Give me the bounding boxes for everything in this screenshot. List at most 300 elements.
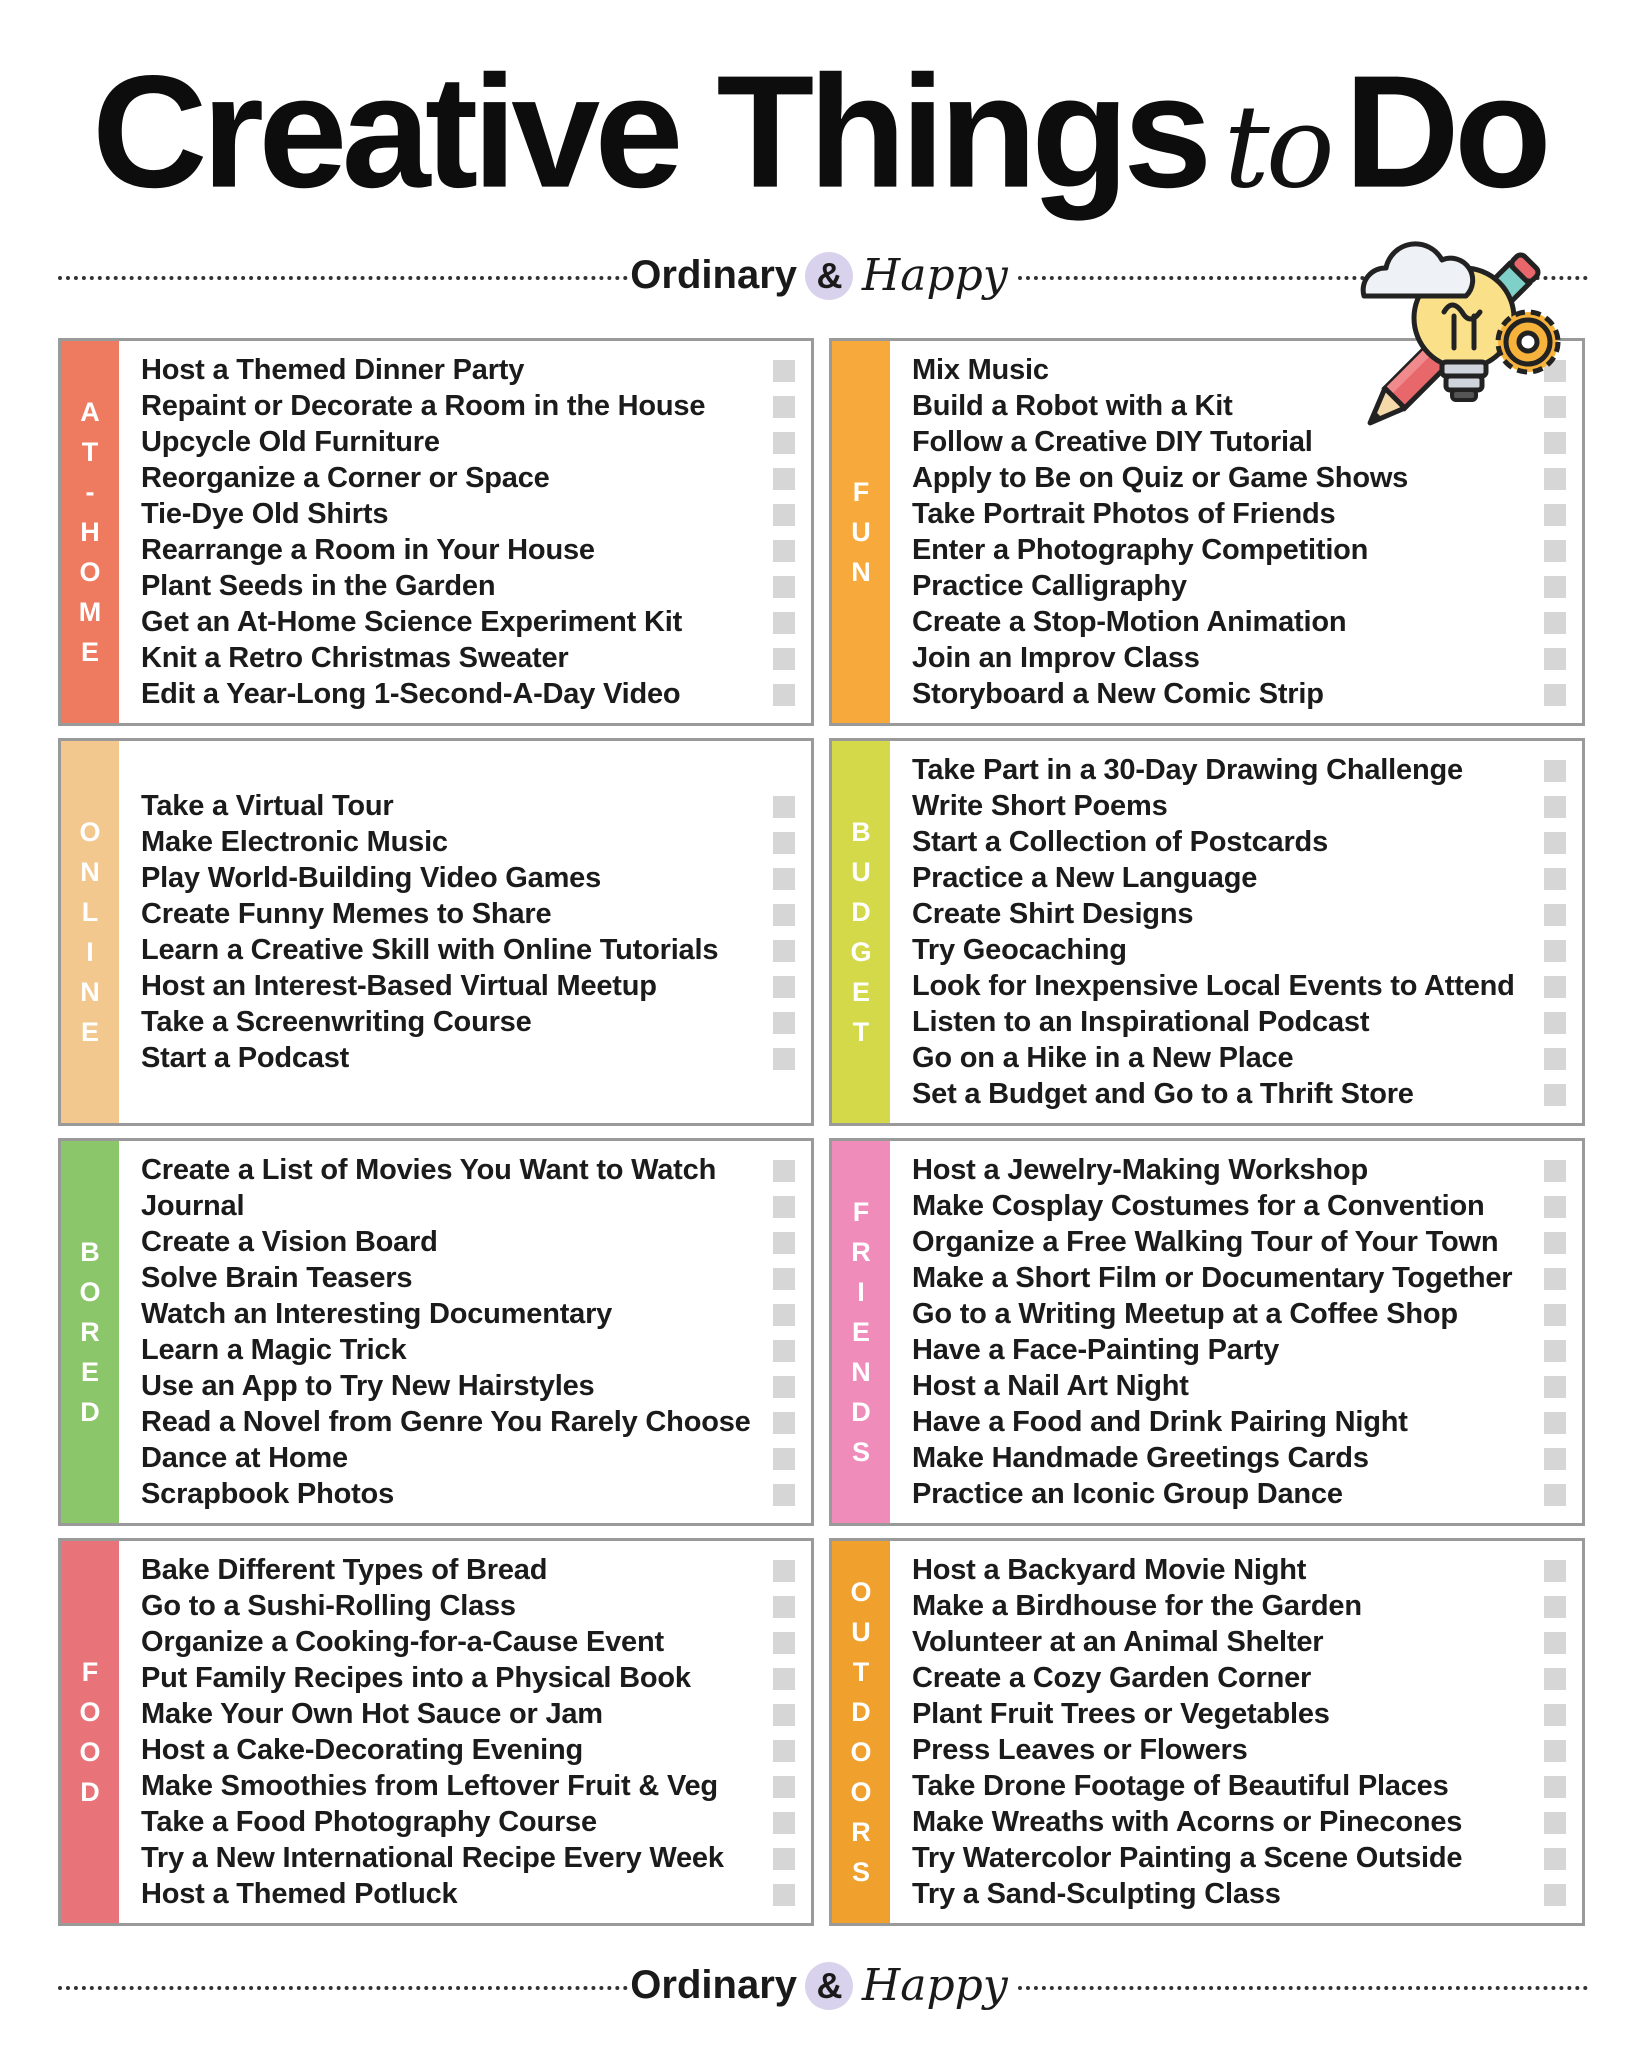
checklist-item-label: Play World-Building Video Games [141,862,602,894]
checklist-item [141,932,797,968]
checklist-item-label: Apply to Be on Quiz or Game Shows [912,462,1409,494]
checkbox[interactable] [773,904,795,926]
section-label-letter: S [851,1857,870,1887]
checkbox[interactable] [1544,1596,1566,1618]
checklist [141,1141,797,1523]
checkbox[interactable] [1544,1268,1566,1290]
section-label-letter: T [852,1017,870,1047]
section-food [58,1538,814,1926]
checklist-item-label: Host a Cake-Decorating Evening [141,1734,583,1766]
page-title [39,40,1599,224]
section-label-letter: D [80,1397,100,1427]
section-label-letter: E [80,1017,99,1047]
section-label-bar [61,1541,119,1923]
checkbox[interactable] [773,1196,795,1218]
checklist-item [141,896,797,932]
section-label-letter: B [80,1237,100,1267]
checklist-item-label: Learn a Magic Trick [141,1334,407,1366]
checklist-item [912,1624,1568,1660]
checklist-item-label: Press Leaves or Flowers [912,1734,1248,1766]
checkbox[interactable] [773,1776,795,1798]
checklist-item [141,1840,797,1876]
section-label-letter: O [79,1737,101,1767]
brand-ordinary-text: Ordinary [630,253,797,297]
section-label-letter: N [851,1357,871,1387]
checklist-item-label: Create Shirt Designs [912,898,1194,930]
checklist-item-label: Use an App to Try New Hairstyles [141,1370,595,1402]
checklist-item-label: Host a Jewelry-Making Workshop [912,1154,1368,1186]
checklist-item-label: Make a Short Film or Documentary Together [912,1262,1513,1294]
checklist-item-label: Storyboard a New Comic Strip [912,678,1324,710]
checkbox[interactable] [773,648,795,670]
checklist-item-label: Go to a Sushi-Rolling Class [141,1590,516,1622]
checklist-item [141,1588,797,1624]
checkbox[interactable] [773,1268,795,1290]
brand-happy-text: Happy [861,250,1008,301]
checklist-item [141,1476,797,1512]
checklist-item [912,1440,1568,1476]
checklist-item-label: Make a Birdhouse for the Garden [912,1590,1362,1622]
section-label-letter: E [851,1317,870,1347]
brand-ordinary-text: Ordinary [630,1963,797,2007]
checklist-item-label: Take Part in a 30-Day Drawing Challenge [912,754,1463,786]
section-label-letter: E [80,1357,99,1387]
checkbox[interactable] [1544,832,1566,854]
checkbox[interactable] [773,1740,795,1762]
section-label-letter: O [79,557,101,587]
checklist-item-label: Knit a Retro Christmas Sweater [141,642,569,674]
checklist-item [141,1004,797,1040]
checklist-item [141,532,797,568]
section-label-bar [61,1141,119,1523]
checklist-item [141,824,797,860]
checklist-item-label: Create a Cozy Garden Corner [912,1662,1312,1694]
checkbox[interactable] [1544,684,1566,706]
checklist-item [912,532,1568,568]
section-label-letter: H [80,517,100,547]
checkbox[interactable] [773,1304,795,1326]
checkbox[interactable] [773,1340,795,1362]
section-label-letter: B [851,817,871,847]
checklist-item-label: Try Geocaching [912,934,1127,966]
checkbox[interactable] [1544,868,1566,890]
checklist-item [141,788,797,824]
checkbox[interactable] [1544,1340,1566,1362]
section-label-letter: - [85,477,95,507]
checklist-item-label: Start a Podcast [141,1042,350,1074]
checklist-item [141,1696,797,1732]
checklist-item-label: Put Family Recipes into a Physical Book [141,1662,691,1694]
checklist [912,1541,1568,1923]
checklist-item [141,1152,797,1188]
section-label-letter: L [81,897,99,927]
checklist-item [912,824,1568,860]
checkbox[interactable] [773,832,795,854]
section-label-letter: D [851,1697,871,1727]
checklist-item-label: Make Your Own Hot Sauce or Jam [141,1698,603,1730]
checklist-item [912,1040,1568,1076]
checkbox[interactable] [1544,1412,1566,1434]
checkbox[interactable] [1544,504,1566,526]
checklist-item-label: Make Cosplay Costumes for a Convention [912,1190,1485,1222]
section-at-home [58,338,814,726]
checklist-item [141,1296,797,1332]
checklist-item [141,1732,797,1768]
section-label-letter: N [80,977,100,1007]
checklist-item-label: Rearrange a Room in Your House [141,534,595,566]
checklist-item-label: Build a Robot with a Kit [912,390,1233,422]
checkbox[interactable] [773,1848,795,1870]
checklist-item-label: Watch an Interesting Documentary [141,1298,613,1330]
checklist-item-label: Plant Seeds in the Garden [141,570,496,602]
checkbox[interactable] [773,1812,795,1834]
checklist-item [141,352,797,388]
cloud-icon [1363,244,1473,296]
checklist-item [141,1876,797,1912]
checkbox[interactable] [1544,612,1566,634]
checkbox[interactable] [1544,796,1566,818]
checkbox[interactable] [1544,1012,1566,1034]
checklist-item [912,568,1568,604]
checklist-item [912,1840,1568,1876]
section-bored [58,1138,814,1526]
checkbox[interactable] [773,1596,795,1618]
checkbox[interactable] [1544,1848,1566,1870]
section-label-letter: D [80,1777,100,1807]
checklist-item [912,968,1568,1004]
checkbox[interactable] [1544,1484,1566,1506]
checkbox[interactable] [1544,1740,1566,1762]
checkbox[interactable] [1544,940,1566,962]
checklist-item-label: Follow a Creative DIY Tutorial [912,426,1313,458]
brand-logo [0,1960,1638,2011]
section-budget [829,738,1585,1126]
checkbox[interactable] [773,1448,795,1470]
checkbox[interactable] [773,1412,795,1434]
checklist-item-label: Create Funny Memes to Share [141,898,552,930]
checklist-item-label: Go to a Writing Meetup at a Coffee Shop [912,1298,1458,1330]
checklist-item [912,1368,1568,1404]
checkbox[interactable] [1544,540,1566,562]
creative-illustration [1352,226,1572,436]
checklist-item-label: Get an At-Home Science Experiment Kit [141,606,683,638]
checklist-item-label: Organize a Free Walking Tour of Your Town [912,1226,1499,1258]
checklist-item-label: Upcycle Old Furniture [141,426,440,458]
checkbox[interactable] [1544,1304,1566,1326]
checklist-item-label: Make Handmade Greetings Cards [912,1442,1369,1474]
checklist-item-label: Write Short Poems [912,790,1168,822]
checkbox[interactable] [1544,648,1566,670]
checklist-item [141,1332,797,1368]
checklist-item-label: Join an Improv Class [912,642,1200,674]
checklist-item [141,968,797,1004]
checklist-item [912,896,1568,932]
checklist-item-label: Enter a Photography Competition [912,534,1369,566]
checklist-item-label: Repaint or Decorate a Room in the House [141,390,706,422]
checklist-item [141,1624,797,1660]
checklist-item [141,1224,797,1260]
section-label-letter: I [86,937,94,967]
checklist-item-label: Tie-Dye Old Shirts [141,498,389,530]
checklist-item [141,1404,797,1440]
checklist [912,741,1568,1123]
checklist-item-label: Start a Collection of Postcards [912,826,1328,858]
checkbox[interactable] [773,1632,795,1654]
checkbox[interactable] [773,1232,795,1254]
checklist-item-label: Try Watercolor Painting a Scene Outside [912,1842,1463,1874]
checklist-item [141,1260,797,1296]
section-label-letter: A [80,397,100,427]
checklist-item [912,1076,1568,1112]
checkbox[interactable] [1544,576,1566,598]
checklist-item-label: Take Portrait Photos of Friends [912,498,1336,530]
section-label-bar [832,1541,890,1923]
checkbox[interactable] [773,940,795,962]
gear-icon [1498,312,1558,372]
section-label-letter: U [851,857,871,887]
checklist-item [912,1004,1568,1040]
checklist-item [141,460,797,496]
checklist-item-label: Try a New International Recipe Every Week [141,1842,724,1874]
checklist-item [912,860,1568,896]
checklist-item [912,1768,1568,1804]
checkbox[interactable] [1544,760,1566,782]
checkbox[interactable] [773,540,795,562]
section-label-letter: D [851,1397,871,1427]
checklist-item-label: Plant Fruit Trees or Vegetables [912,1698,1330,1730]
checklist-item [141,1368,797,1404]
checkbox[interactable] [1544,1776,1566,1798]
section-label-letter: D [851,897,871,927]
checkbox[interactable] [1544,904,1566,926]
checklist-item-label: Set a Budget and Go to a Thrift Store [912,1078,1414,1110]
checklist-item-label: Look for Inexpensive Local Events to Attend [912,970,1515,1002]
section-label-letter: O [850,1577,872,1607]
checklist-item [141,388,797,424]
checklist-item-label: Take Drone Footage of Beautiful Places [912,1770,1449,1802]
checklist-item-label: Make Smoothies from Leftover Fruit & Veg [141,1770,718,1802]
checkbox[interactable] [773,1012,795,1034]
checkbox[interactable] [773,1484,795,1506]
checkbox[interactable] [773,360,795,382]
checkbox[interactable] [773,504,795,526]
checklist-item-label: Learn a Creative Skill with Online Tutorials [141,934,719,966]
checklist-item [912,460,1568,496]
checklist-item-label: Go on a Hike in a New Place [912,1042,1294,1074]
title-end-text: Do [1344,41,1547,221]
checkbox[interactable] [1544,468,1566,490]
section-label-letter: R [80,1317,100,1347]
checklist-item [141,1552,797,1588]
section-label-letter: G [850,937,872,967]
checkbox[interactable] [1544,1704,1566,1726]
checklist-item-label: Practice a New Language [912,862,1258,894]
section-label-letter: R [851,1237,871,1267]
checklist-item-label: Host a Backyard Movie Night [912,1554,1307,1586]
checklist-item-label: Organize a Cooking-for-a-Cause Event [141,1626,664,1658]
checklist-item [141,640,797,676]
checklist-item [912,1660,1568,1696]
checklist-item [912,1404,1568,1440]
checkbox[interactable] [1544,1668,1566,1690]
checkbox[interactable] [1544,1632,1566,1654]
checklist-item-label: Try a Sand-Sculpting Class [912,1878,1281,1910]
checkbox[interactable] [773,468,795,490]
checkbox[interactable] [1544,1084,1566,1106]
checkbox[interactable] [1544,1048,1566,1070]
checkbox[interactable] [1544,1884,1566,1906]
section-label-letter: N [80,857,100,887]
checklist-item-label: Journal [141,1190,245,1222]
checklist-item [141,1660,797,1696]
checklist-item [912,752,1568,788]
checklist-item-label: Create a Stop-Motion Animation [912,606,1347,638]
checklist [141,341,797,723]
section-online [58,738,814,1126]
checkbox[interactable] [773,1668,795,1690]
checkbox[interactable] [773,684,795,706]
checklist-item [141,676,797,712]
checklist-item [141,1768,797,1804]
section-label-letter: O [79,817,101,847]
checkbox[interactable] [1544,1560,1566,1582]
checklist-item-label: Bake Different Types of Bread [141,1554,548,1586]
checklist-item-label: Take a Screenwriting Course [141,1006,532,1038]
checkbox[interactable] [1544,1160,1566,1182]
checkbox[interactable] [773,868,795,890]
section-label-letter: O [850,1737,872,1767]
checklist-item [912,1332,1568,1368]
section-label-bar [832,341,890,723]
checkbox[interactable] [773,396,795,418]
title-main-text: Creative Things [91,41,1207,221]
section-label-letter: U [851,1617,871,1647]
checkbox[interactable] [773,1884,795,1906]
checkbox[interactable] [773,576,795,598]
checklist-item [141,604,797,640]
section-label-letter: O [79,1277,101,1307]
checklist [141,1541,797,1923]
checklist-item [912,1224,1568,1260]
checklist-item-label: Mix Music [912,354,1049,386]
section-label-letter: F [852,477,870,507]
section-label-bar [832,1141,890,1523]
checklist-item [912,1876,1568,1912]
section-label-bar [61,741,119,1123]
checklist-item [141,424,797,460]
brand-ampersand: & [805,1962,853,2010]
checklist-item [141,1804,797,1840]
checklist-item-label: Host a Themed Dinner Party [141,354,525,386]
checkbox[interactable] [773,1376,795,1398]
section-label-letter: N [851,557,871,587]
checklist-item [912,1804,1568,1840]
section-label-letter: O [850,1777,872,1807]
checkbox[interactable] [1544,1812,1566,1834]
checklist-item-label: Scrapbook Photos [141,1478,394,1510]
checklist-item-label: Dance at Home [141,1442,348,1474]
checklist-item [141,1040,797,1076]
checklist-item-label: Practice an Iconic Group Dance [912,1478,1343,1510]
checkbox[interactable] [773,612,795,634]
checklist-item-label: Volunteer at an Animal Shelter [912,1626,1324,1658]
checklist-item-label: Edit a Year-Long 1-Second-A-Day Video [141,678,681,710]
checklist-item [912,604,1568,640]
brand-ampersand: & [805,252,853,300]
checkbox[interactable] [1544,1448,1566,1470]
checkbox[interactable] [773,1160,795,1182]
checkbox[interactable] [773,976,795,998]
checklist-item-label: Have a Food and Drink Pairing Night [912,1406,1408,1438]
checklist-item-label: Read a Novel from Genre You Rarely Choose [141,1406,751,1438]
section-label-bar [61,341,119,723]
checklist-item [141,568,797,604]
checklist-item [912,1732,1568,1768]
checklist-item [141,860,797,896]
section-label-letter: F [81,1657,99,1687]
checklist-item-label: Create a List of Movies You Want to Watch [141,1154,717,1186]
checklist [912,1141,1568,1523]
section-label-letter: O [79,1697,101,1727]
checkbox[interactable] [1544,976,1566,998]
checklist-item [912,496,1568,532]
checkbox[interactable] [1544,1196,1566,1218]
checklist-item-label: Listen to an Inspirational Podcast [912,1006,1370,1038]
title-to-text: to [1223,81,1331,215]
checklist-item [912,932,1568,968]
checklist-item [141,496,797,532]
section-label-letter: U [851,517,871,547]
checkbox[interactable] [773,796,795,818]
checklist-item-label: Reorganize a Corner or Space [141,462,550,494]
checklist-item-label: Make Wreaths with Acorns or Pinecones [912,1806,1463,1838]
checklist-item [141,1440,797,1476]
brand-row-bottom [0,1958,1638,2018]
checklist-item-label: Create a Vision Board [141,1226,438,1258]
checkbox[interactable] [773,432,795,454]
checklist-item [912,640,1568,676]
checklist-item [912,1588,1568,1624]
checklist-item [141,1188,797,1224]
section-label-letter: M [78,597,102,627]
checklist-item [912,1260,1568,1296]
section-label-letter: T [852,1657,870,1687]
checkbox[interactable] [1544,1232,1566,1254]
checklist-item-label: Host an Interest-Based Virtual Meetup [141,970,657,1002]
checklist-item-label: Take a Virtual Tour [141,790,394,822]
checkbox[interactable] [773,1704,795,1726]
checkbox[interactable] [773,1048,795,1070]
brand-happy-text: Happy [861,1960,1008,2011]
section-label-letter: E [80,637,99,667]
section-label-letter: S [851,1437,870,1467]
checklist-item [912,1152,1568,1188]
checklist-item-label: Host a Themed Potluck [141,1878,458,1910]
checklist-item [912,1552,1568,1588]
checklist-item [912,1188,1568,1224]
checklist [141,741,797,1123]
checklist-item [912,1476,1568,1512]
section-label-bar [832,741,890,1123]
checkbox[interactable] [773,1560,795,1582]
checklist-item-label: Host a Nail Art Night [912,1370,1189,1402]
checklist-item-label: Solve Brain Teasers [141,1262,413,1294]
section-label-letter: F [852,1197,870,1227]
checkbox[interactable] [1544,1376,1566,1398]
checklist-item-label: Take a Food Photography Course [141,1806,597,1838]
checklist-item-label: Have a Face-Painting Party [912,1334,1280,1366]
checklist-item [912,788,1568,824]
